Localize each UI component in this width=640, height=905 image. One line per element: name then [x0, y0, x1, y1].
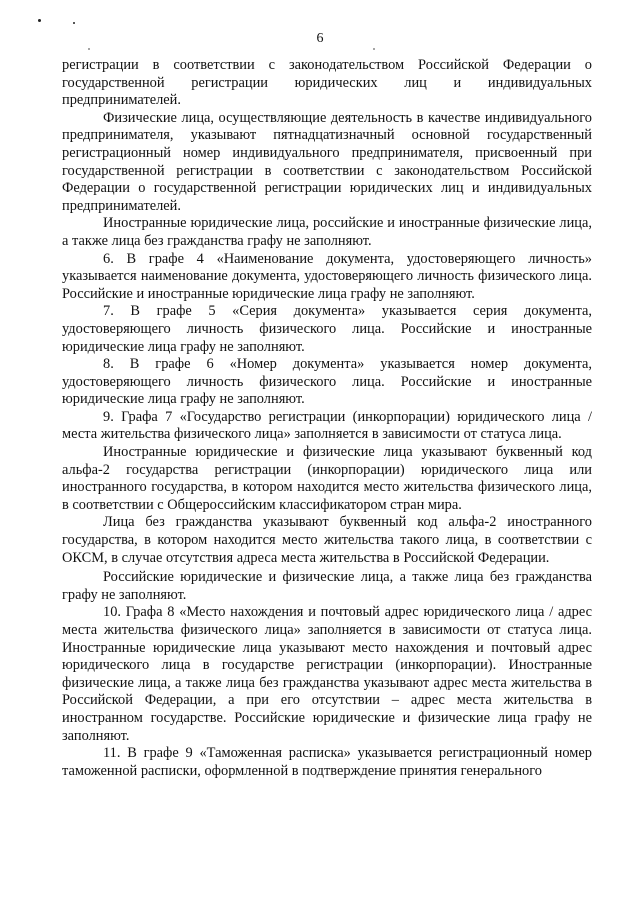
paragraph: 11. В графе 9 «Таможенная расписка» указывается регистрационный номер таможенной расписки, оформленной в подтверждение принятия генерального	[62, 745, 592, 779]
paragraph: Российские юридические и физические лица, а также лица без гражданства графу не заполняют.	[62, 569, 592, 603]
paragraph: 8. В графе 6 «Номер документа» указывается номер документа, удостоверяющего личность физического лица. Российские и иностранные юридические лица графу не заполняют.	[62, 356, 592, 408]
page-number: 6	[316, 31, 324, 46]
paragraph: 10. Графа 8 «Место нахождения и почтовый адрес юридического лица / адрес места жительства физического лица» заполняется в зависимости от статуса лица. Иностранные юридические лица указывают место нахождения и почтовый адрес юридического лица в государстве регистрации (инкорпорации). Иностранные физические лица, а также лица без гражданства указывают адрес места жительства в Российской Федерации, а при его отсутствии – адрес места жительства в иностранном государстве. Российские юридические и физические лица графу не заполняют.	[62, 604, 592, 744]
scan-speck	[88, 48, 90, 50]
paragraph: 9. Графа 7 «Государство регистрации (инкорпорации) юридического лица / места жительства физического лица» заполняется в зависимости от статуса лица.	[62, 408, 592, 443]
paragraph: Иностранные юридические лица, российские и иностранные физические лица, а также лица без гражданства графу не заполняют.	[62, 215, 592, 249]
paragraph: регистрации в соответствии с законодательством Российской Федерации о государственной регистрации юридических лиц и индивидуальных предпринимателей.	[62, 57, 592, 109]
scan-speck	[38, 19, 41, 22]
scan-speck	[73, 22, 75, 24]
paragraph: Иностранные юридические и физические лица указывают буквенный код альфа-2 государства регистрации (инкорпорации) юридического лица или иностранного государства, в котором находится место жительства физического лица, в соответствии с Общероссийским классификатором стран мира.	[62, 444, 592, 513]
paragraph: Физические лица, осуществляющие деятельность в качестве индивидуального предпринимателя, указывают пятнадцатизначный основной государственный регистрационный номер индивидуального предпринимателя, присвоенный при государственной регистрации в соответствии с законодательством Российской Федерации о государственной регистрации юридических лиц и индивидуальных предпринимателей.	[62, 109, 592, 214]
document-body	[62, 57, 592, 780]
paragraph: 7. В графе 5 «Серия документа» указывается серия документа, удостоверяющего личность физического лица. Российские и иностранные юридические лица графу не заполняют.	[62, 303, 592, 355]
paragraph: 6. В графе 4 «Наименование документа, удостоверяющего личность» указывается наименование документа, удостоверяющего личность физического лица. Российские и иностранные юридические лица графу не заполняют.	[62, 250, 592, 302]
paragraph: Лица без гражданства указывают буквенный код альфа-2 иностранного государства, в котором находится место жительства такого лица, в соответствии с ОКСМ, в случае отсутствия адреса места жительства в Российской Федерации.	[62, 514, 592, 566]
scan-speck	[373, 48, 375, 50]
